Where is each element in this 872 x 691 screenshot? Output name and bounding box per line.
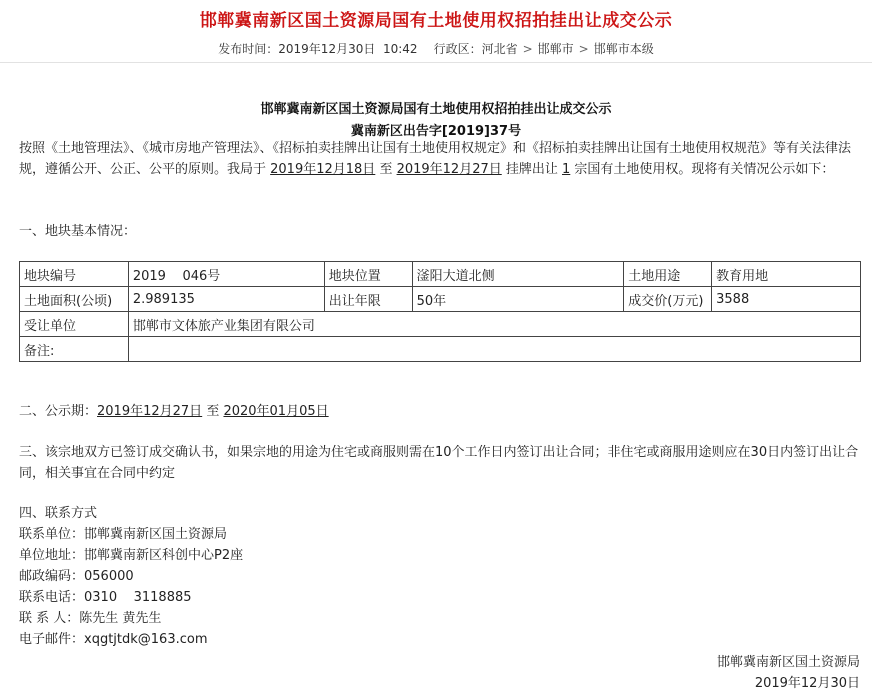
intro-text: 宗国有土地使用权。现将有关情况公示如下： xyxy=(570,162,835,177)
section-3-text: 三、该宗地双方已签订成交确认书，如果宗地的用途为住宅或商服则需在10个工作日内签订出让合同；非住宅或商服用途则应在30日内签订出让合同，相关事宜在合同中约定 xyxy=(19,445,859,481)
table-row xyxy=(20,312,861,337)
usage: 教育用地 xyxy=(712,262,861,287)
contact-unit: 联系单位：邯郸冀南新区国土资源局 xyxy=(19,527,228,542)
publish-time-label: 发布时间： xyxy=(218,42,279,56)
contact-phone: 联系电话：0310 3118885 xyxy=(19,590,192,605)
document-number: 冀南新区出告字[2019]37号 xyxy=(350,124,522,139)
remark xyxy=(128,337,860,362)
intro-text: 挂牌出让 xyxy=(501,162,563,177)
period-start-date: 2019年12月27日 xyxy=(97,404,203,419)
land-info-table xyxy=(19,261,861,362)
remark-label: 备注: xyxy=(20,337,129,362)
parcel-no: 2019 046号 xyxy=(128,262,324,287)
contact-block xyxy=(19,524,243,650)
breadcrumb-province[interactable]: 河北省 xyxy=(481,42,518,56)
signature-org: 邯郸冀南新区国土资源局 xyxy=(716,655,860,670)
period-separator: 至 xyxy=(202,404,224,419)
usage-label: 土地用途 xyxy=(624,262,712,287)
notice-title: 邯郸冀南新区国土资源局国有土地使用权招拍挂出让成交公示 xyxy=(260,102,612,117)
table-row xyxy=(20,287,861,312)
intro-text: 按照《土地管理法》、《城市房地产管理法》、《招标拍卖挂牌出让国有土地使用权规定》和《招标拍卖挂牌出让国有土地使用权规范》等有关法律法规，遵循公开、公正、公平的原则。我局于 xyxy=(19,141,852,177)
contact-postcode: 邮政编码：056000 xyxy=(19,569,134,584)
section-2-period xyxy=(19,401,859,422)
breadcrumb-separator: > xyxy=(522,42,533,56)
intro-paragraph xyxy=(19,138,859,180)
price: 3588 xyxy=(712,287,861,312)
section-2-label: 二、公示期： xyxy=(19,404,98,419)
parcel-count: 1 xyxy=(562,162,571,177)
term-label: 出让年限 xyxy=(324,287,412,312)
contact-email: 电子邮件：xqgtjtdk@163.com xyxy=(19,632,208,647)
publish-time: 2019年12月30日 10:42 xyxy=(278,42,418,56)
breadcrumb-city[interactable]: 邯郸市 xyxy=(537,42,574,56)
buyer-label: 受让单位 xyxy=(20,312,129,337)
breadcrumb-separator: > xyxy=(578,42,589,56)
meta-line xyxy=(0,40,872,57)
region-label: 行政区： xyxy=(433,42,482,56)
breadcrumb-district[interactable]: 邯郸市本级 xyxy=(593,42,654,56)
term: 50年 xyxy=(412,287,624,312)
parcel-no-label: 地块编号 xyxy=(20,262,129,287)
location: 滏阳大道北侧 xyxy=(412,262,624,287)
area-label: 土地面积(公顷) xyxy=(20,287,129,312)
signature-date: 2019年12月30日 xyxy=(754,676,860,691)
price-label: 成交价(万元) xyxy=(624,287,712,312)
period-end-date: 2020年01月05日 xyxy=(223,404,329,419)
contact-address: 单位地址：邯郸冀南新区科创中心P2座 xyxy=(19,548,244,563)
divider xyxy=(0,62,872,63)
table-row xyxy=(20,337,861,362)
buyer: 邯郸市文体旅产业集团有限公司 xyxy=(128,312,860,337)
table-row xyxy=(20,262,861,287)
section-1-heading: 一、地块基本情况： xyxy=(19,224,137,239)
area: 2.989135 xyxy=(128,287,324,312)
location-label: 地块位置 xyxy=(324,262,412,287)
listing-end-date: 2019年12月27日 xyxy=(396,162,502,177)
listing-start-date: 2019年12月18日 xyxy=(270,162,376,177)
page-title: 邯郸冀南新区国土资源局国有土地使用权招拍挂出让成交公示 xyxy=(199,11,673,31)
intro-text: 至 xyxy=(375,162,397,177)
contact-person: 联 系 人：陈先生 黄先生 xyxy=(19,611,162,626)
section-4-heading: 四、联系方式 xyxy=(19,506,98,521)
